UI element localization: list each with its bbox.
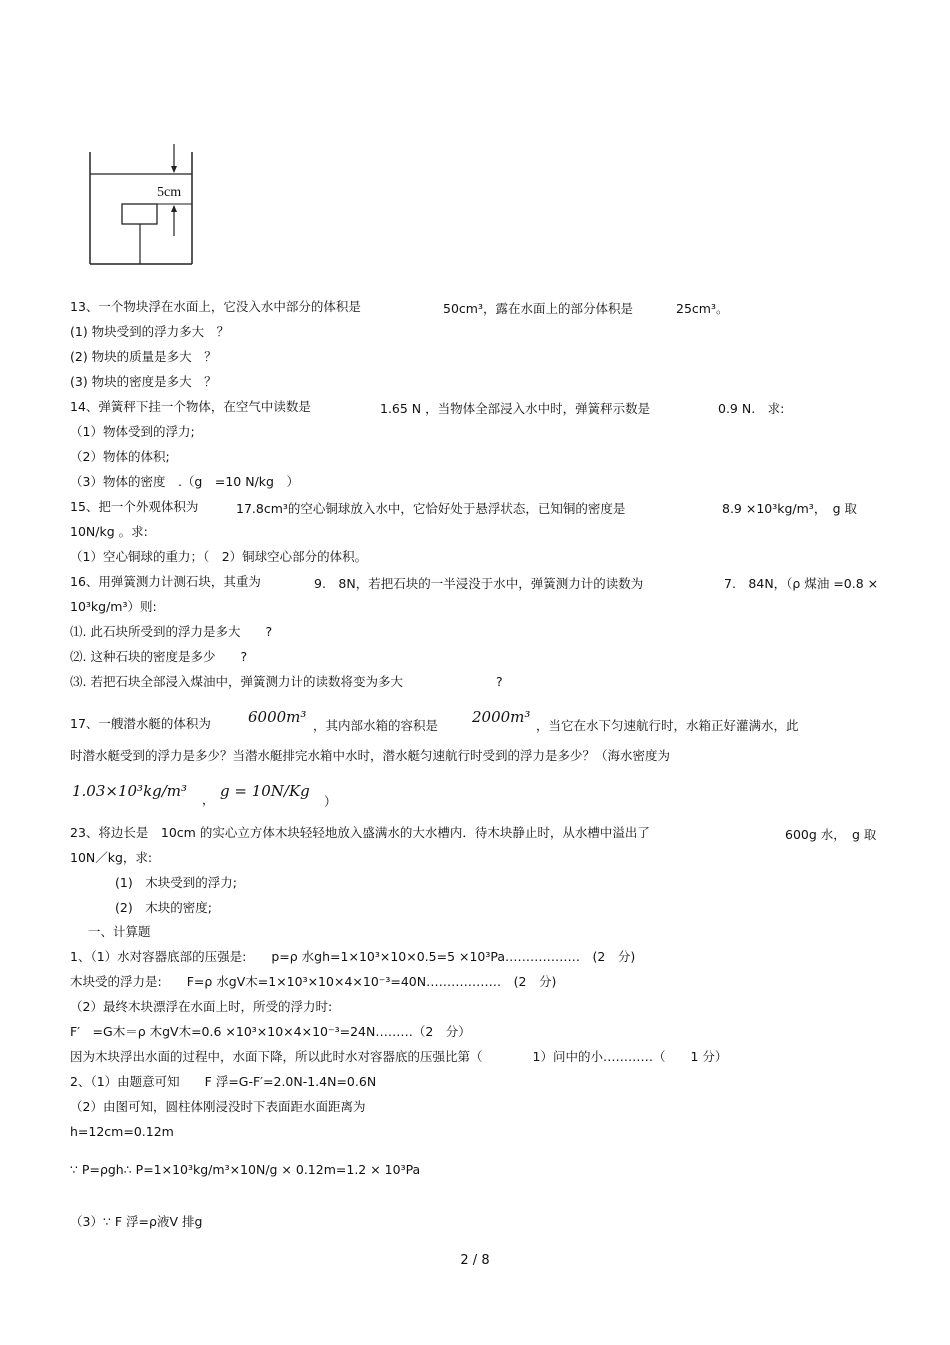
q23-sub1: (1) 木块受到的浮力;	[115, 875, 237, 890]
q14-text-b: 1.65 N ，当物体全部浸入水中时，弹簧秤示数是	[380, 401, 651, 416]
q17-separator: ，	[202, 792, 215, 807]
q15-text-a: 15、把一个外观体积为	[70, 499, 199, 514]
q14-sub3: （3）物体的密度 .（g =10 N/kg ）	[70, 474, 299, 489]
answer-1-line2: 木块受的浮力是: F=ρ 水gV木=1×10³×10×4×10⁻³=40N……………… (2 分)	[70, 974, 557, 989]
q14-sub2: （2）物体的体积;	[70, 449, 170, 464]
answers-heading: 一、计算题	[88, 924, 151, 939]
container-diagram	[82, 140, 212, 270]
upper-arrow-head	[171, 166, 177, 173]
answer-2-line5: （3）∵ F 浮=ρ液V 排g	[70, 1214, 203, 1229]
lower-arrow-head	[171, 205, 177, 212]
q16-sub2: ⑵. 这种石块的密度是多少 ?	[70, 649, 248, 664]
q15-line3: （1）空心铜球的重力；（ 2）铜球空心部分的体积。	[70, 549, 368, 564]
answer-2-line2: （2）由图可知，圆柱体刚浸没时下表面距水面距离为	[70, 1099, 366, 1114]
q23-sub2: (2) 木块的密度;	[115, 900, 212, 915]
q13-sub2: (2) 物块的质量是多大 ？	[70, 349, 217, 364]
q14-text-c: 0.9 N. 求:	[718, 401, 785, 416]
q23-text-a: 23、将边长是 10cm 的实心立方体木块轻轻地放入盛满水的大水槽内．待木块静止时，从水槽中溢出了	[70, 825, 650, 840]
q14-text-a: 14、弹簧秤下挂一个物体，在空气中读数是	[70, 399, 311, 414]
q17-density: 1.03×10³kg/m³	[72, 782, 188, 800]
q16-sub3: ⑶. 若把石块全部浸入煤油中，弹簧测力计的读数将变为多大	[70, 674, 403, 689]
q17-text-b: ，其内部水箱的容积是	[313, 718, 439, 733]
q14-sub1: （1）物体受到的浮力;	[70, 424, 195, 439]
answer-1-line5: 因为木块浮出水面的过程中，水面下降，所以此时水对容器底的压强比第（ 1）问中的小…………（ 1 分）	[70, 1049, 728, 1064]
q17-line2: 时潜水艇受到的浮力是多少？当潜水艇排完水箱中水时，潜水艇匀速航行时受到的浮力是多少？（海水密度为	[70, 748, 671, 763]
depth-label: 5cm	[157, 185, 182, 200]
q17-gravity: g = 10N/Kg	[220, 782, 310, 800]
q13-line1	[70, 299, 361, 315]
q23-text-b: 600g 水， g 取	[785, 827, 877, 842]
answer-1-line1: 1、（1）水对容器底部的压强是: p=ρ 水gh=1×10³×10×0.5=5 ×10³Pa……………… (2 分)	[70, 949, 636, 964]
q13-sub3: (3) 物块的密度是多大 ？	[70, 374, 217, 389]
q16-text-c: 7. 84N，（ρ 煤油 =0.8 ×	[724, 576, 879, 591]
q13-text-a: 13、一个物块浮在水面上，它没入水中部分的体积是	[70, 299, 361, 314]
q13-text-c: 25cm³。	[676, 301, 729, 316]
q17-close: ）	[324, 794, 337, 809]
answer-2-line1: 2、（1）由题意可知 F 浮=G-F′=2.0N-1.4N=0.6N	[70, 1074, 377, 1089]
q17-text-c: ，当它在水下匀速航行时，水箱正好灌满水，此	[536, 718, 799, 733]
answer-1-line4: F′ =G木＝ρ 木gV木=0.6 ×10³×10×4×10⁻³=24N………（2 分）	[70, 1024, 471, 1039]
q16-sub1: ⑴. 此石块所受到的浮力是多大 ?	[70, 624, 273, 639]
q15-text-c: 8.9 ×10³kg/m³， g 取	[722, 501, 857, 516]
q23-line2: 10N／kg，求:	[70, 850, 153, 865]
q15-line2: 10N/kg 。求:	[70, 524, 148, 539]
q16-text-a: 16、用弹簧测力计测石块，其重为	[70, 574, 261, 589]
q17-volume-1: 6000m³	[248, 708, 307, 726]
q15-text-b: 17.8cm³的空心铜球放入水中，它恰好处于悬浮状态，已知铜的密度是	[236, 501, 626, 516]
wood-block	[122, 204, 157, 224]
page-number: 2 / 8	[460, 1253, 490, 1268]
q16-text-b: 9. 8N，若把石块的一半浸没于水中，弹簧测力计的读数为	[314, 576, 644, 591]
q17-volume-2: 2000m³	[472, 708, 531, 726]
answer-2-line3: h=12cm=0.12m	[70, 1124, 174, 1139]
answer-1-line3: （2）最终木块漂浮在水面上时，所受的浮力时:	[70, 999, 333, 1014]
q16-sub3-mark: ?	[496, 674, 503, 689]
q16-line2: 10³kg/m³）则:	[70, 599, 157, 614]
q17-text-a: 17、一艘潜水艇的体积为	[70, 716, 211, 731]
q13-sub1: (1) 物块受到的浮力多大 ？	[70, 324, 230, 339]
answer-2-line4: ∵ P=ρgh∴ P=1×10³kg/m³×10N/g × 0.12m=1.2 × 10³Pa	[70, 1162, 421, 1177]
q13-text-b: 50cm³，露在水面上的部分体积是	[443, 301, 633, 316]
